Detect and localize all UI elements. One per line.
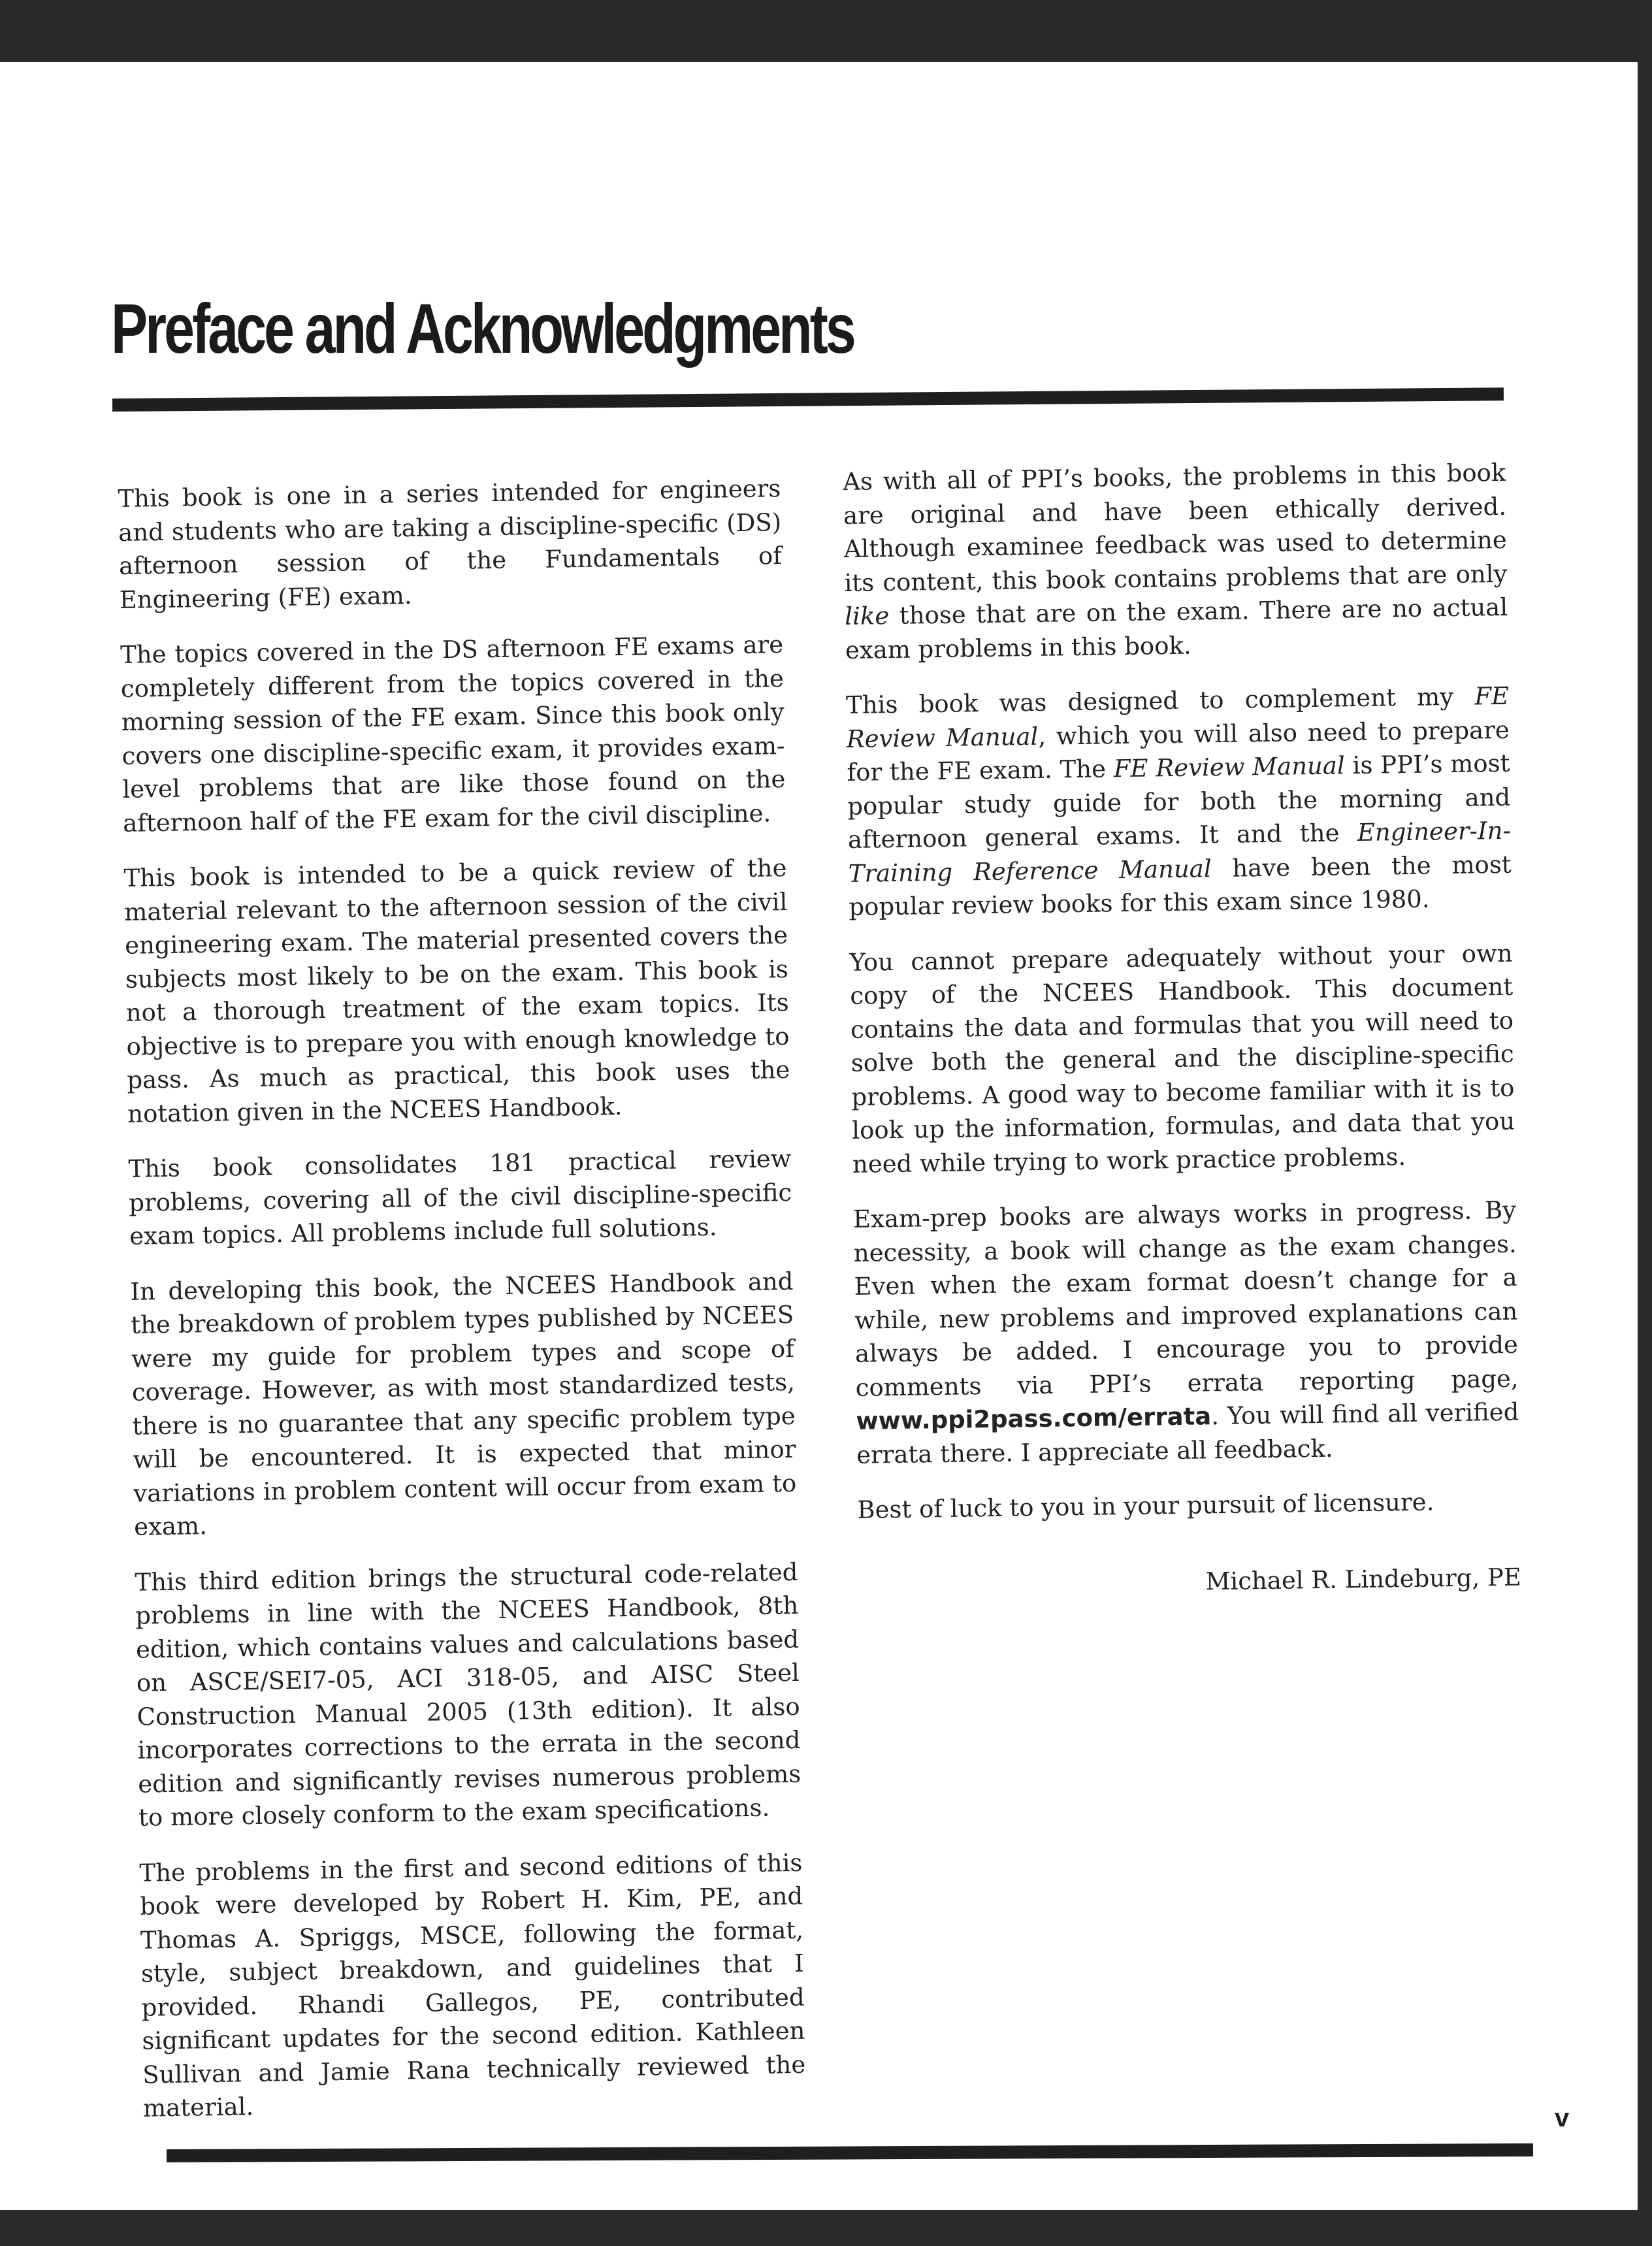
- scan-border-right: [1638, 0, 1652, 2246]
- paragraph: You cannot prepare adequately without your own copy of the NCEES Handbook. This document contains the data and formulas that you will need to solve both the general and the discipline-specific problems. A good way to become familiar with it is to look up the information, formulas, and data that you need while trying to work practice problems.: [849, 939, 1515, 1179]
- left-column: [118, 472, 807, 2147]
- paragraph: The problems in the first and second editions of this book were developed by Robert H. Kim, PE, and Thomas A. Spriggs, MSCE, following the format, style, subject breakdown, and guidelines that I provided. Rhandi Gallegos, PE, contributed significant updates for the second edition. Kathleen Sullivan and Jamie Rana technically reviewed the material.: [139, 1848, 806, 2123]
- title-rule: [112, 387, 1504, 412]
- text-run: As with all of PPI’s books, the problems in this book are original and have been ethically derived. Although examinee feedback was used to determine its content, this book contains problems that are only: [843, 458, 1508, 597]
- paragraph: [846, 679, 1512, 924]
- errata-url: www.ppi2pass.com/errata: [856, 1402, 1212, 1435]
- page-number: v: [1555, 2104, 1570, 2132]
- page-title: Preface and Acknowledgments: [111, 289, 854, 368]
- scan-border-bottom: [0, 2210, 1652, 2246]
- paragraph: This book consolidates 181 practical review problems, covering all of the civil discipline-specific exam topics. All problems include full solutions.: [128, 1144, 792, 1250]
- book-title-text: FE Review Manual: [1113, 751, 1346, 783]
- paragraph: This book is one in a series intended for engineers and students who are taking a discipline-specific (DS) afternoon session of the Fundamentals of Engineering (FE) exam.: [118, 474, 783, 614]
- text-run: have been the most popular review books for this exam since 1980.: [849, 850, 1512, 921]
- book-title-text: FE Review Manual: [846, 681, 1510, 753]
- scan-border-top: [0, 0, 1652, 62]
- author-signature: Michael R. Lindeburg, PE: [1205, 1563, 1522, 1595]
- book-title-text: Engineer-In-Training Reference Manual: [848, 816, 1512, 888]
- text-run: is PPI’s most popular study guide for both the morning and afternoon general exams. It and the: [847, 749, 1511, 854]
- footer-rule: [167, 2143, 1533, 2162]
- paragraph: [843, 456, 1508, 667]
- paragraph: [853, 1194, 1520, 1472]
- text-run: those that are on the exam. There are no actual exam problems in this book.: [845, 593, 1508, 664]
- paragraph: This book is intended to be a quick review of the material relevant to the afternoon session of the civil engineering exam. The material presented covers the subjects most likely to be on the exam. This book is not a thorough treatment of the exam topics. Its objective is to prepare you with enough knowledge to pass. As much as practical, this book uses the notation given in the NCEES Handbook.: [123, 853, 790, 1128]
- right-column: [843, 456, 1522, 1625]
- text-run: Exam-prep books are always works in progress. By necessity, a book will change as the exam changes. Even when the exam format doesn’t change for a while, new problems and improved explanations can always be added. I encourage you to provide comments via PPI’s errata reporting page,: [852, 1196, 1519, 1402]
- paragraph: The topics covered in the DS afternoon FE exams are completely different from the topics covered in the morning session of the FE exam. Since this book only covers one discipline-specific exam, it provides exam-level problems that are like those found on the afternoon half of the FE exam for the civil discipline.: [120, 630, 786, 838]
- emphasis-text: like: [844, 602, 890, 630]
- text-run: This book was designed to complement my: [845, 682, 1454, 719]
- paragraph: This third edition brings the structural code-related problems in line with the NCEES Handbook, 8th edition, which contains values and calculations based on ASCE/SEI7-05, ACI 318-05, and AISC Steel Construction Manual 2005 (13th edition). It also incorporates corrections to the errata in the second edition and significantly revises numerous problems to more closely conform to the exam specifications.: [135, 1557, 802, 1832]
- text-run: . You will find all verified errata there. I appreciate all feedback.: [856, 1397, 1519, 1469]
- paragraph: Best of luck to you in your pursuit of licensure.: [857, 1488, 1434, 1524]
- text-run: , which you will also need to prepare for the FE exam. The: [847, 715, 1510, 787]
- paragraph: In developing this book, the NCEES Handbook and the breakdown of problem types published by NCEES were my guide for problem types and scope of coverage. However, as with most standardized tests, there is no guarantee that any specific problem type will be encountered. It is expected that minor variations in problem content will occur from exam to exam.: [130, 1267, 797, 1541]
